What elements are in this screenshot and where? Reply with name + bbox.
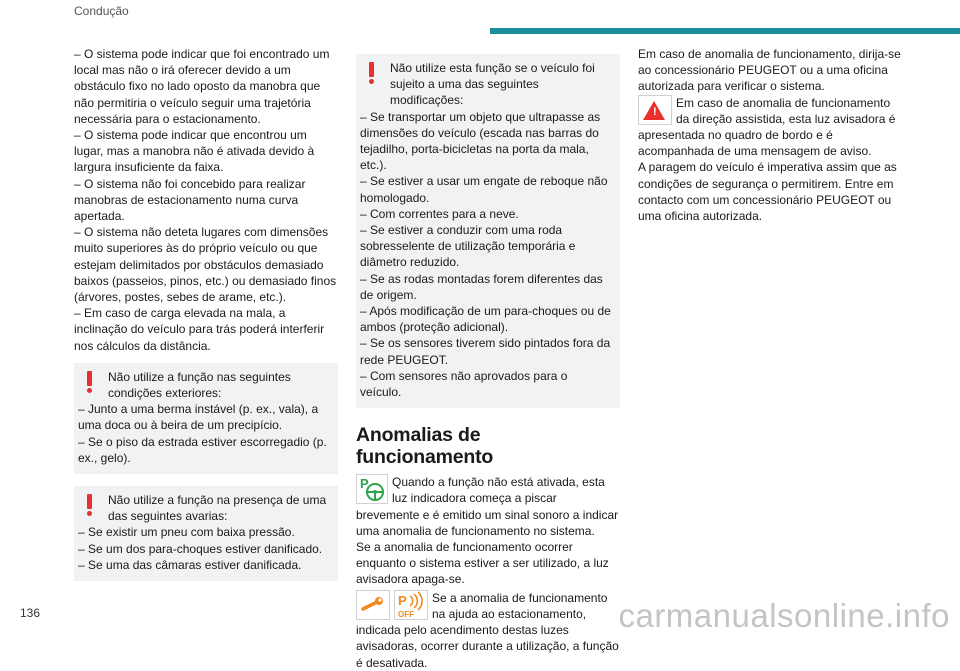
paragraph: Em caso de anomalia de funcionamento da direção assistida, esta luz avisadora é apresentada no quadro de bordo e é acompanhada de uma mensagem de aviso. <box>638 95 896 159</box>
svg-text:P: P <box>360 476 369 492</box>
page-section-title: Condução <box>74 4 129 18</box>
list-item: – O sistema não foi concebido para realizar manobras de estacionamento numa curva apertada. <box>74 176 306 224</box>
list-item: – Se o piso da estrada estiver escorregadio (p. ex., gelo). <box>78 434 327 465</box>
column-2 <box>356 54 620 671</box>
paragraph: A paragem do veículo é imperativa assim que as condições de segurança o permitirem. Entre em contacto com um concessionário PEUGEOT ou uma oficina autorizada. <box>638 160 897 224</box>
warning-box-modifications <box>356 54 620 408</box>
list-item: – Se as rodas montadas forem diferentes das de origem. <box>360 271 603 302</box>
exclamation-icon <box>86 494 92 516</box>
warning-title: Não utilize esta função se o veículo foi sujeito a uma das seguintes modificações: <box>390 61 595 108</box>
section-heading: Anomalias de funcionamento <box>356 424 494 469</box>
paragraph: Se a anomalia de funcionamento ocorrer enquanto o sistema estiver a ser utilizado, a luz avisadora apaga-se. <box>356 540 609 587</box>
warning-box-malfunctions <box>74 486 338 581</box>
wrench-icon <box>356 590 390 620</box>
warning-box-exterior-conditions <box>74 363 338 474</box>
warning-triangle-icon: ! <box>638 95 672 125</box>
list-item: – Se um dos para-choques estiver danificado. <box>78 541 323 556</box>
list-item: – Se estiver a conduzir com uma roda sobresselente de utilização temporária e diâmetro reduzido. <box>360 223 576 270</box>
list-item: – Se uma das câmaras estiver danificada. <box>78 557 302 572</box>
list-item: – Após modificação de um para-choques ou de ambos (proteção adicional). <box>360 304 611 335</box>
header-accent-bar <box>490 28 960 34</box>
page-number: 136 <box>20 606 41 620</box>
list-item: – Com correntes para a neve. <box>360 206 519 221</box>
list-item: – Se os sensores tiverem sido pintados fora da rede PEUGEOT. <box>360 336 611 367</box>
list-item: – O sistema não deteta lugares com dimensões muito superiores às do próprio veículo ou que estejam delimitados por obstáculos demasiado baixos (passeios, pinos, etc.) ou demasiado finos (árvores, postes, sebes de arame, etc.). <box>74 225 337 305</box>
watermark: carmanualsonline.info <box>618 597 950 634</box>
warning-title: Não utilize a função nas seguintes condições exteriores: <box>108 369 291 401</box>
list-item: – Em caso de carga elevada na mala, a inclinação do veículo para trás poderá interferir nos cálculos da distância. <box>74 306 325 353</box>
off-label: OFF <box>398 609 414 619</box>
list-item: – O sistema pode indicar que encontrou um lugar, mas a manobra não é ativada devido à largura insuficiente da faixa. <box>74 128 315 175</box>
column-3 <box>638 46 902 224</box>
warning-title: Não utilize a função na presença de uma das seguintes avarias: <box>108 493 327 524</box>
park-assist-off-icon <box>394 590 428 620</box>
column-1 <box>74 46 338 581</box>
exclamation-icon <box>368 62 374 84</box>
paragraph: Em caso de anomalia de funcionamento, dirija-se ao concessionário PEUGEOT ou a uma oficina autorizada para verificar o sistema. <box>638 47 901 94</box>
list-item: – Se estiver a usar um engate de reboque não homologado. <box>360 174 608 205</box>
list-item: – Junto a uma berma instável (p. ex., vala), a uma doca ou à beira de um precipício. <box>78 402 319 433</box>
svg-text:P: P <box>398 592 407 608</box>
list-item: – O sistema pode indicar que foi encontrado um local mas não o irá oferecer devido a um obstáculo fixo no lado oposto da manobra que não permitiria o veículo seguir uma trajetória necessária para o estacionamento. <box>74 47 330 126</box>
list-item: – Se transportar um objeto que ultrapasse as dimensões do veículo (escada nas barras do tejadilho, porta-bicicletas na porta da mala, etc.). <box>360 109 601 173</box>
list-item: – Se existir um pneu com baixa pressão. <box>78 525 295 540</box>
paragraph: Se a anomalia de funcionamento na ajuda ao estacionamento, indicada pelo acendimento destas luzes avisadoras, ocorrer durante a utilização, a função é desativada. <box>356 590 619 670</box>
paragraph: Quando a função não está ativada, esta luz indicadora começa a piscar brevemente e é emitido um sinal sonoro a indicar uma anomalia de funcionamento no sistema. <box>356 475 619 538</box>
park-assist-green-icon <box>356 474 388 504</box>
exclamation-icon <box>86 371 92 393</box>
list-item: – Com sensores não aprovados para o veículo. <box>360 368 568 400</box>
